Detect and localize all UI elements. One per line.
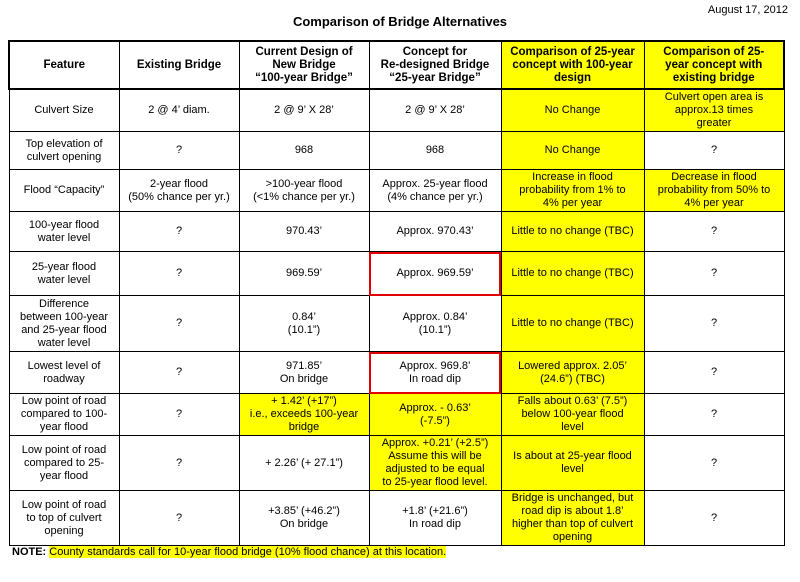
cell-compare-100yr [501,296,644,352]
cell-feature-line: Low point of road [21,443,107,456]
cell-compare-100yr-line: opening [552,531,593,543]
cell-current-design-line: 971.85’ [285,359,323,372]
cell-compare-100yr [501,212,644,252]
table-row [9,491,784,546]
header-redesigned-concept [369,41,501,89]
cell-compare-100yr-line: Little to no change (TBC) [511,225,634,237]
cell-compare-100yr [501,89,644,132]
cell-compare-100yr-line: No Change [544,144,601,156]
cell-redesigned-concept-line: Approx. 25-year flood [382,177,488,190]
cell-redesigned-concept-line: 2 @ 9’ X 28’ [405,104,465,116]
cell-compare-100yr-line: Is about at 25-year flood [513,450,632,462]
cell-compare-100yr-line: Little to no change (TBC) [511,267,634,279]
cell-redesigned-concept-line: In road dip [409,518,461,530]
cell-existing-bridge-line: (50% chance per yr.) [128,190,230,203]
page-title: Comparison of Bridge Alternatives [292,14,508,29]
cell-compare-100yr-line: (24.6”) (TBC) [540,372,605,385]
cell-current-design-line: 968 [294,144,314,156]
cell-current-design-line: +3.85’ (+46.2”) [268,505,340,517]
cell-feature-line: Low point of road [21,498,107,511]
cell-compare-existing-line: ? [710,408,718,420]
cell-existing-bridge-line: ? [175,456,183,469]
table-row [9,212,784,252]
cell-current-design [239,212,369,252]
cell-existing-bridge [119,89,239,132]
header-compare-100yr [501,41,644,89]
header-current-design-line: “100-year Bridge” [255,71,353,84]
cell-current-design-line: (<1% chance per yr.) [253,190,355,203]
cell-compare-existing [644,296,784,352]
table-row [9,352,784,394]
cell-existing-bridge [119,394,239,436]
cell-existing-bridge-line: ? [175,511,183,524]
cell-existing-bridge [119,252,239,296]
cell-redesigned-concept-line: Approx. - 0.63’ [399,401,471,414]
cell-compare-existing-line: approx.13 times [674,104,754,116]
cell-feature [9,352,119,394]
cell-redesigned-concept-line: adjusted to be equal [385,463,485,475]
cell-feature [9,89,119,132]
table-header [9,41,784,89]
cell-compare-100yr-line: Little to no change (TBC) [511,317,634,329]
table-body [9,89,784,546]
table-row [9,296,784,352]
cell-existing-bridge [119,132,239,170]
cell-compare-existing-line: 4% per year [684,197,744,209]
header-redesigned-concept-line: Concept for [402,45,468,58]
cell-compare-existing-line: ? [710,366,718,378]
header-current-design [239,41,369,89]
cell-redesigned-concept [369,89,501,132]
cell-compare-100yr-line: higher than top of culvert [511,518,634,530]
footnote [12,546,446,558]
cell-current-design [239,296,369,352]
cell-redesigned-concept [369,491,501,546]
cell-compare-100yr [501,491,644,546]
cell-compare-existing [644,352,784,394]
cell-compare-existing [644,170,784,212]
header-existing-bridge [119,41,239,89]
table-row [9,170,784,212]
cell-compare-existing [644,212,784,252]
cell-redesigned-concept-line: Approx. +0.21’ (+2.5”) [381,437,489,449]
cell-feature-line: Culvert Size [34,104,94,116]
cell-feature-line: compared to 25- [23,456,105,469]
cell-existing-bridge-line: ? [175,225,183,237]
cell-compare-existing-line: Decrease in flood [671,171,757,183]
cell-redesigned-concept-line: to 25-year flood level. [382,476,488,488]
header-compare-100yr-line: design [553,71,592,84]
cell-compare-100yr-line: level [561,463,584,475]
cell-existing-bridge-line: ? [175,366,183,378]
cell-redesigned-concept-line: In road dip [409,372,461,385]
cell-redesigned-concept [369,170,501,212]
cell-compare-100yr [501,436,644,491]
cell-current-design [239,491,369,546]
cell-compare-100yr-line: Falls about 0.63’ (7.5”) [517,395,628,407]
cell-redesigned-concept-line: Approx. 970.43’ [396,225,474,237]
cell-compare-100yr [501,394,644,436]
cell-compare-100yr [501,252,644,296]
cell-compare-existing-line: ? [710,144,718,156]
comparison-table [8,40,785,546]
cell-feature-line: water level [37,231,91,244]
header-compare-existing [644,41,784,89]
cell-feature-line: roadway [43,372,85,385]
cell-current-design-line: + 2.26’ (+ 27.1”) [265,456,343,469]
cell-feature-line: to top of culvert [26,511,102,524]
cell-feature-line: and 25-year flood [21,323,107,336]
cell-redesigned-concept-line: +1.8’ (+21.6”) [402,505,468,517]
header-current-design-line: New Bridge [272,58,336,71]
cell-current-design-line: + 1.42’ (+17”) [271,395,337,407]
header-compare-100yr-line: concept with 100-year [512,58,633,71]
cell-current-design-line: >100-year flood [265,177,343,190]
cell-compare-existing-line: probability from 50% to [657,184,771,196]
table-row [9,132,784,170]
cell-feature-line: culvert opening [26,150,102,163]
cell-feature [9,296,119,352]
cell-current-design-line: bridge [288,421,320,433]
cell-compare-existing-line: Culvert open area is [664,91,764,103]
cell-feature [9,436,119,491]
cell-redesigned-concept-line: Approx. 969.59’ [396,267,474,279]
cell-redesigned-concept [369,252,501,296]
cell-compare-existing-line: ? [710,267,718,279]
cell-feature-line: Difference [39,297,89,310]
cell-redesigned-concept-line: Approx. 969.8’ [399,359,471,372]
cell-feature-line: Top elevation of [25,137,103,150]
cell-redesigned-concept [369,436,501,491]
cell-compare-100yr [501,132,644,170]
cell-existing-bridge-line: ? [175,144,183,156]
header-feature [9,41,119,89]
cell-current-design [239,394,369,436]
cell-existing-bridge [119,170,239,212]
cell-redesigned-concept-line: (10.1”) [418,323,452,336]
cell-existing-bridge-line: 2-year flood [149,177,209,190]
cell-compare-100yr-line: level [561,421,584,433]
cell-compare-100yr-line: Lowered approx. 2.05’ [518,359,627,372]
note-label: NOTE: [12,546,47,558]
cell-current-design-line: 970.43’ [285,225,323,237]
cell-feature-line: year flood [39,469,89,482]
cell-feature-line: Low point of road [21,395,107,407]
table-row [9,436,784,491]
document-date: August 17, 2012 [707,4,788,16]
header-compare-100yr-line: Comparison of 25-year [510,45,635,58]
cell-redesigned-concept-line: Assume this will be [388,450,482,462]
cell-existing-bridge [119,491,239,546]
cell-compare-existing-line: ? [710,317,718,329]
cell-compare-existing [644,436,784,491]
cell-current-design [239,132,369,170]
cell-current-design [239,89,369,132]
cell-redesigned-concept-line: Approx. 0.84’ [402,310,468,323]
cell-compare-existing-line: greater [696,117,732,129]
cell-redesigned-concept [369,296,501,352]
cell-current-design-line: 2 @ 9’ X 28’ [274,104,334,116]
cell-redesigned-concept [369,212,501,252]
cell-current-design [239,170,369,212]
table-row [9,89,784,132]
cell-current-design-line: i.e., exceeds 100-year [249,408,359,420]
cell-feature-line: compared to 100- [20,408,108,420]
cell-compare-100yr-line: below 100-year flood [521,408,624,420]
header-compare-existing-line: existing bridge [672,71,755,84]
cell-compare-100yr-line: No Change [544,104,601,116]
cell-compare-100yr-line: probability from 1% to [519,184,626,196]
cell-current-design [239,436,369,491]
cell-feature-line: Flood “Capacity” [23,184,105,196]
cell-redesigned-concept [369,132,501,170]
cell-redesigned-concept [369,352,501,394]
cell-existing-bridge [119,296,239,352]
cell-existing-bridge [119,212,239,252]
cell-redesigned-concept-line: (-7.5”) [420,414,450,427]
header-current-design-line: Current Design of [255,45,353,58]
cell-current-design-line: 0.84’ [292,310,316,323]
cell-feature [9,170,119,212]
cell-feature-line: opening [44,524,84,537]
cell-compare-existing [644,394,784,436]
cell-compare-100yr-line: 4% per year [542,197,603,209]
cell-compare-existing-line: ? [710,225,718,237]
cell-current-design-line: (10.1”) [287,323,321,336]
cell-current-design-line: On bridge [279,518,329,530]
cell-current-design-line: 969.59’ [285,267,323,279]
cell-current-design [239,352,369,394]
cell-compare-100yr-line: Increase in flood [532,171,613,183]
header-compare-existing-line: Comparison of 25- [663,45,765,58]
cell-compare-existing [644,491,784,546]
cell-compare-existing [644,89,784,132]
header-redesigned-concept-line: Re-designed Bridge [380,58,490,71]
header-compare-existing-line: year concept with [665,58,763,71]
header-existing-bridge-line: Existing Bridge [136,58,222,71]
table-row [9,394,784,436]
cell-feature [9,212,119,252]
cell-existing-bridge-line: ? [175,408,183,420]
cell-feature-line: year flood [39,421,89,433]
cell-current-design [239,252,369,296]
cell-feature-line: 25-year flood [31,260,97,273]
table-row [9,252,784,296]
cell-compare-existing [644,132,784,170]
cell-compare-100yr-line: Bridge is unchanged, but [511,492,634,504]
cell-compare-100yr-line: road dip is about 1.8’ [521,505,624,517]
cell-existing-bridge [119,436,239,491]
cell-redesigned-concept [369,394,501,436]
cell-feature-line: between 100-year [19,310,109,323]
cell-compare-100yr [501,170,644,212]
cell-redesigned-concept-line: (4% chance per yr.) [387,190,483,203]
header-feature-line: Feature [43,58,86,71]
header-row [9,41,784,89]
cell-compare-existing-line: ? [710,511,718,524]
cell-current-design-line: On bridge [279,372,329,385]
cell-feature-line: 100-year flood [28,218,100,231]
note-text: County standards call for 10-year flood bridge (10% flood chance) at this location. [49,546,447,558]
cell-feature-line: Lowest level of [27,359,101,372]
cell-feature [9,394,119,436]
cell-feature [9,252,119,296]
cell-feature [9,491,119,546]
cell-existing-bridge-line: ? [175,267,183,279]
cell-feature-line: water level [37,273,91,286]
cell-compare-100yr [501,352,644,394]
cell-compare-existing [644,252,784,296]
cell-compare-existing-line: ? [710,456,718,469]
cell-feature-line: water level [37,336,91,349]
cell-existing-bridge [119,352,239,394]
cell-redesigned-concept-line: 968 [425,144,445,156]
cell-existing-bridge-line: ? [175,317,183,329]
cell-existing-bridge-line: 2 @ 4’ diam. [148,104,210,116]
cell-feature [9,132,119,170]
header-redesigned-concept-line: “25-year Bridge” [389,71,481,84]
